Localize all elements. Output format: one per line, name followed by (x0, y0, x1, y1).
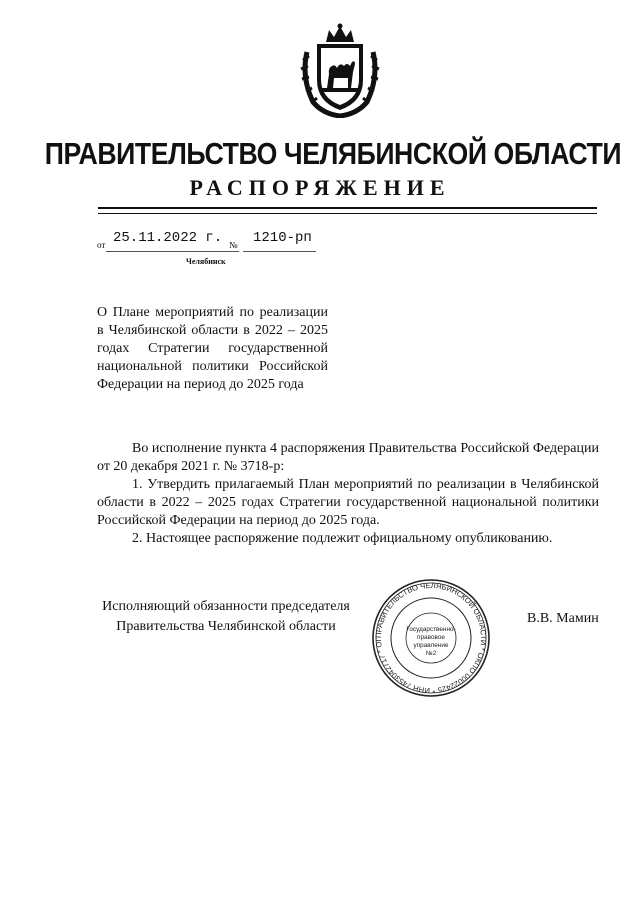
date-label: от (97, 240, 106, 250)
city-label: Челябинск (186, 257, 226, 266)
document-subject: О Плане мероприятий по реализации в Челябинской области в 2022 – 2025 годах Стратегии государственной национальной политики Российской Федерации на период до 2025 года (97, 305, 328, 392)
stamp-center-line4: №2 (425, 650, 437, 657)
document-date: 25.11.2022 г. (113, 230, 223, 246)
official-seal-stamp (371, 578, 491, 698)
signer-position (97, 597, 355, 637)
signer-name: В.В. Мамин (527, 611, 599, 626)
government-title: ПРАВИТЕЛЬСТВО ЧЕЛЯБИНСКОЙ ОБЛАСТИ (44, 136, 622, 171)
header-rule-thin (98, 213, 597, 214)
stamp-center-line2: правовое (417, 634, 445, 641)
document-number: 1210-рп (253, 230, 312, 246)
signer-position-line2: Правительства Челябинской области (116, 619, 336, 634)
signer-position-line1: Исполняющий обязанности председателя (102, 599, 350, 614)
document-type-heading: РАСПОРЯЖЕНИЕ (189, 175, 451, 200)
number-underline (243, 251, 316, 252)
coat-of-arms-emblem (299, 22, 381, 118)
stamp-outer-text: ПРАВИТЕЛЬСТВО ЧЕЛЯБИНСКОЙ ОБЛАСТИ * ОКПО 00022425 * ИНН 7453042717 * ОГ (373, 580, 489, 696)
order-item-2: 2. Настоящее распоряжение подлежит официальному опубликованию. (132, 531, 553, 546)
stamp-center-line3: управление (413, 642, 449, 649)
number-label: № (229, 240, 238, 250)
date-underline (106, 251, 239, 252)
header-rule-thick (98, 207, 597, 209)
order-item-1: 1. Утвердить прилагаемый План мероприятий по реализации в Челябинской области в 2022 – 2025 годах Стратегии государственной национальной политики Российской Федерации на период до 2025 года. (97, 477, 599, 528)
preamble-paragraph: Во исполнение пункта 4 распоряжения Правительства Российской Федерации от 20 декабря 2021 г. № 3718-р: (97, 441, 599, 474)
stamp-center-line1: Государственно- (406, 626, 456, 633)
